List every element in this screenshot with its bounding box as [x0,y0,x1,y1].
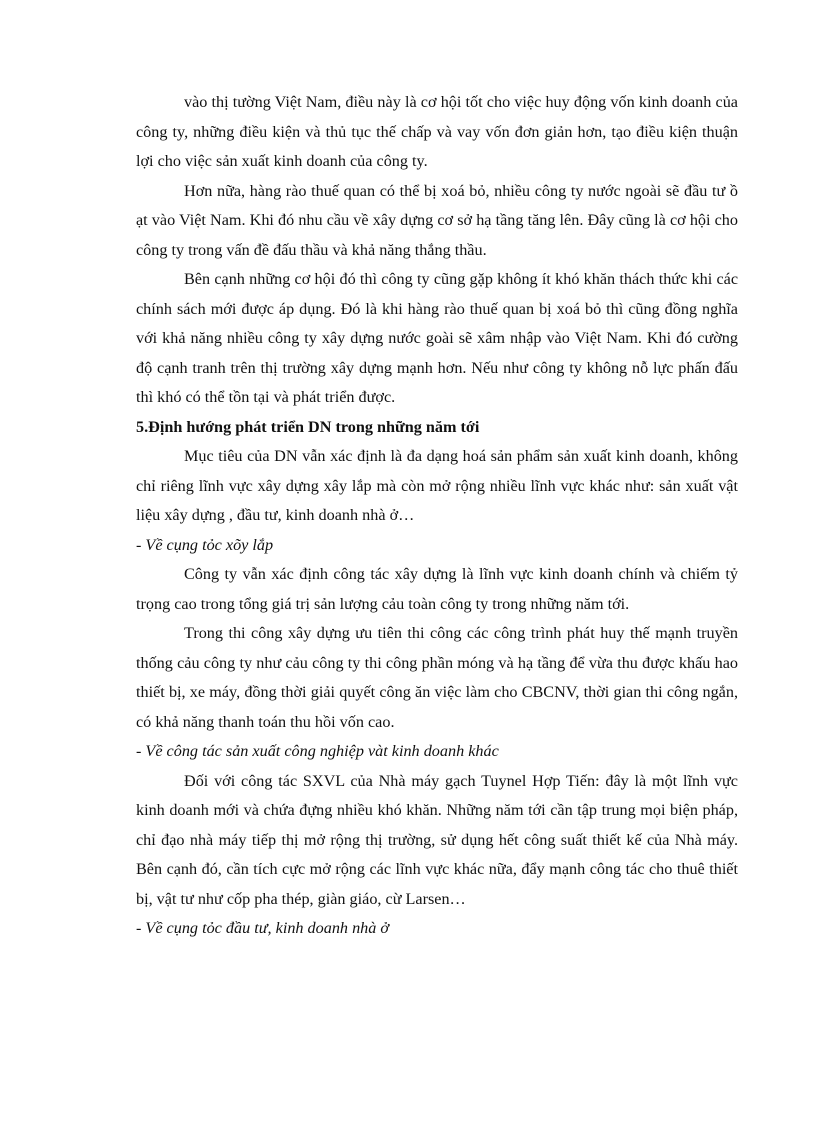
paragraph-industry: Đối với công tác SXVL của Nhà máy gạch Tuynel Hợp Tiến: đây là một lĩnh vực kinh doanh mới và chứa đựng nhiều khó khăn. Những năm tới cần tập trung mọi biện pháp, chỉ đạo nhà máy tiếp thị mở rộng thị trường, sử dụng hết công suất thiết kế của Nhà máy. Bên cạnh đó, cần tích cực mở rộng các lĩnh vực khác nữa, đẩy mạnh công tác cho thuê thiết bị, vật tư như cốp pha thép, giàn giáo, cừ Larsen… [136,771,738,908]
subheading-investment: - Về cụng tỏc đầu tư, kinh doanh nhà ở [136,919,390,937]
section-heading-development-direction: 5.Định hướng phát triển DN trong những năm tới [136,417,480,436]
paragraph-tariff-removal: Hơn nữa, hàng rào thuế quan có thể bị xoá bỏ, nhiều công ty nước ngoài sẽ đầu tư ồ ạt vào Việt Nam. Khi đó nhu cầu về xây dựng cơ sở hạ tầng tăng lên. Đây cũng là cơ hội cho công ty trong vấn đề đấu thầu và khả năng thắng thầu. [136,181,738,259]
subheading-construction: - Về cụng tỏc xõy lắp [136,535,274,554]
paragraph-challenges: Bên cạnh những cơ hội đó thì công ty cũng gặp không ít khó khăn thách thức khi các chính sách mới được áp dụng. Đó là khi hàng rào thuế quan bị xoá bỏ thì cũng đồng nghĩa với khả năng nhiều công ty xây dựng nước goài sẽ xâm nhập vào Việt Nam. Khi đó cường độ cạnh tranh trên thị trường xây dựng mạnh hơn. Nếu như công ty không nỗ lực phấn đấu thì khó có thể tồn tại và phát triển được. [136,270,738,406]
paragraph-construction-main: Công ty vẫn xác định công tác xây dựng là lĩnh vực kinh doanh chính và chiếm tỷ trọng cao trong tổng giá trị sản lượng cảu toàn công ty trong những năm tới. [136,565,738,613]
document-page [136,88,738,944]
paragraph-market-opportunity: vào thị tường Việt Nam, điều này là cơ hội tốt cho việc huy động vốn kinh doanh của công ty, những điều kiện và thủ tục thế chấp và vay vốn đơn giản hơn, tạo điều kiện thuận lợi cho việc sản xuất kinh doanh của công ty. [136,93,738,170]
paragraph-goal: Mục tiêu của DN vẫn xác định là đa dạng hoá sản phẩm sản xuất kinh doanh, không chỉ riêng lĩnh vực xây dựng xây lắp mà còn mở rộng nhiều lĩnh vực khác như: sản xuất vật liệu xây dựng , đầu tư, kinh doanh nhà ở… [136,447,738,524]
subheading-industry: - Về công tác sản xuất công nghiệp vàt kinh doanh khác [136,742,499,760]
paragraph-construction-priority: Trong thi công xây dựng ưu tiên thi công các công trình phát huy thế mạnh truyền thống cảu công ty như cảu công ty thi công phần móng và hạ tầng để vừa thu được khấu hao thiết bị, xe máy, đồng thời giải quyết công ăn việc làm cho CBCNV, thời gian thi công ngắn, có khả năng thanh toán thu hồi vốn cao. [136,624,738,731]
